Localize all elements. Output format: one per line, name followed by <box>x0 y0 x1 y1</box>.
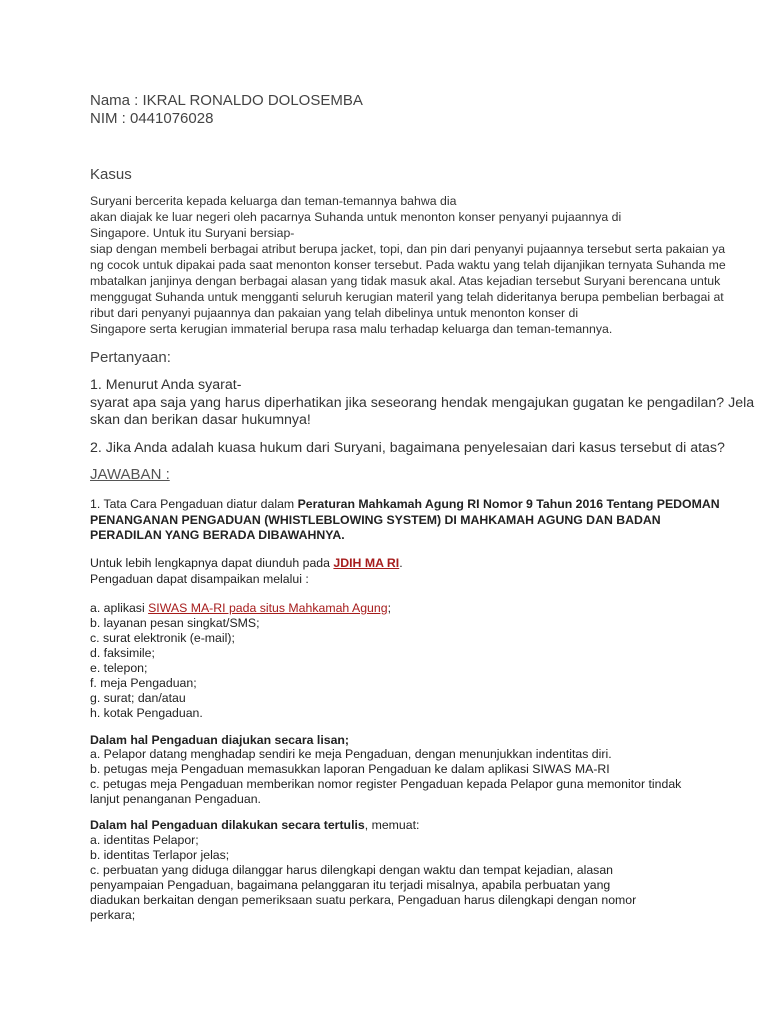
unduh-suffix: . <box>399 556 403 570</box>
student-nim: NIM : 0441076028 <box>90 110 214 127</box>
channel-item: h. kotak Pengaduan. <box>90 706 203 720</box>
jdih-link[interactable]: JDIH MA RI <box>333 556 400 570</box>
unduh-prefix: Untuk lebih lengkapnya dapat diunduh pada <box>90 556 334 570</box>
siwas-link[interactable]: SIWAS MA-RI pada situs Mahkamah Agung <box>148 601 388 615</box>
tertulis-item: a. identitas Pelapor; <box>90 833 199 847</box>
channel-item: b. layanan pesan singkat/SMS; <box>90 616 260 630</box>
tertulis-item: b. identitas Terlapor jelas; <box>90 848 230 862</box>
kasus-line: ribut dari penyanyi pujaannya dan pakaian yang telah dibelinya untuk menonton konser di <box>90 306 579 320</box>
tata-cara-prefix: 1. Tata Cara Pengaduan diatur dalam <box>90 497 298 511</box>
channel-a-prefix: a. aplikasi <box>90 601 149 615</box>
question-1-line: skan dan berikan dasar hukumnya! <box>90 412 311 428</box>
perma-title-line-3: PERADILAN YANG BERADA DIBAWAHNYA. <box>90 528 345 542</box>
tata-cara-line-1 <box>90 497 720 513</box>
kasus-line: Suryani bercerita kepada keluarga dan teman-temannya bahwa dia <box>90 194 457 208</box>
tertulis-item: perkara; <box>90 908 136 922</box>
kasus-line: mbatalkan janjinya dengan berbagai alasan yang tidak masuk akal. Atas kejadian tersebut Suryani berencana untuk <box>90 274 721 288</box>
kasus-line: Singapore serta kerugian immaterial berupa rasa malu terhadap keluarga dan teman-temannya. <box>90 322 613 336</box>
perma-title-line-2: PENANGANAN PENGADUAN (WHISTLEBLOWING SYSTEM) DI MAHKAMAH AGUNG DAN BADAN <box>90 513 661 527</box>
channel-item <box>90 601 391 617</box>
channel-item: d. faksimile; <box>90 646 155 660</box>
tertulis-heading-line <box>90 818 419 834</box>
kasus-line: menggugat Suhanda untuk mengganti seluruh kerugian materil yang telah dideritanya berupa pembelian berbagai at <box>90 290 724 304</box>
disampaikan-line: Pengaduan dapat disampaikan melalui : <box>90 572 309 586</box>
channel-item: c. surat elektronik (e-mail); <box>90 631 235 645</box>
lisan-item: lanjut penanganan Pengaduan. <box>90 792 261 806</box>
tertulis-item: penyampaian Pengaduan, bagaimana pelanggaran itu terjadi misalnya, apabila perbuatan yang <box>90 878 611 892</box>
kasus-line: siap dengan membeli berbagai atribut berupa jacket, topi, dan pin dari penyanyi pujaannya tersebut serta pakaian ya <box>90 242 726 256</box>
channel-item: g. surat; dan/atau <box>90 691 186 705</box>
lisan-item: c. petugas meja Pengaduan memberikan nomor register Pengaduan kepada Pelapor guna memonitor tindak <box>90 777 682 791</box>
student-name: Nama : IKRAL RONALDO DOLOSEMBA <box>90 92 363 109</box>
lisan-item: b. petugas meja Pengaduan memasukkan laporan Pengaduan ke dalam aplikasi SIWAS MA-RI <box>90 762 610 776</box>
lisan-item: a. Pelapor datang menghadap sendiri ke meja Pengaduan, dengan menunjukkan indentitas diri. <box>90 747 612 761</box>
kasus-line: akan diajak ke luar negeri oleh pacarnya Suhanda untuk menonton konser penyanyi pujaannya di <box>90 210 622 224</box>
tertulis-item: diadukan berkaitan dengan pemeriksaan suatu perkara, Pengaduan harus dilengkapi dengan nomor <box>90 893 637 907</box>
kasus-line: Singapore. Untuk itu Suryani bersiap- <box>90 226 295 240</box>
question-2: 2. Jika Anda adalah kuasa hukum dari Suryani, bagaimana penyelesaian dari kasus tersebut di atas? <box>90 440 725 456</box>
channel-item: f. meja Pengaduan; <box>90 676 197 690</box>
unduh-line <box>90 556 403 572</box>
channel-a-suffix: ; <box>387 601 391 615</box>
channel-item: e. telepon; <box>90 661 148 675</box>
perma-title: Peraturan Mahkamah Agung RI Nomor 9 Tahun 2016 Tentang PEDOMAN <box>297 497 720 511</box>
tertulis-heading: Dalam hal Pengaduan dilakukan secara tertulis <box>90 818 365 832</box>
question-1-line: 1. Menurut Anda syarat- <box>90 377 242 393</box>
jawaban-heading: JAWABAN : <box>90 466 170 483</box>
lisan-heading: Dalam hal Pengaduan diajukan secara lisan; <box>90 733 350 747</box>
pertanyaan-heading: Pertanyaan: <box>90 349 171 366</box>
kasus-heading: Kasus <box>90 166 132 183</box>
tertulis-item: c. perbuatan yang diduga dilanggar harus dilengkapi dengan waktu dan tempat kejadian, alasan <box>90 863 613 877</box>
kasus-line: ng cocok untuk dipakai pada saat menonton konser tersebut. Pada waktu yang telah dijanjikan ternyata Suhanda me <box>90 258 726 272</box>
question-1-line: syarat apa saja yang harus diperhatikan jika seseorang hendak mengajukan gugatan ke pengadilan? Jela <box>90 395 755 411</box>
tertulis-suffix: , memuat: <box>364 818 420 832</box>
